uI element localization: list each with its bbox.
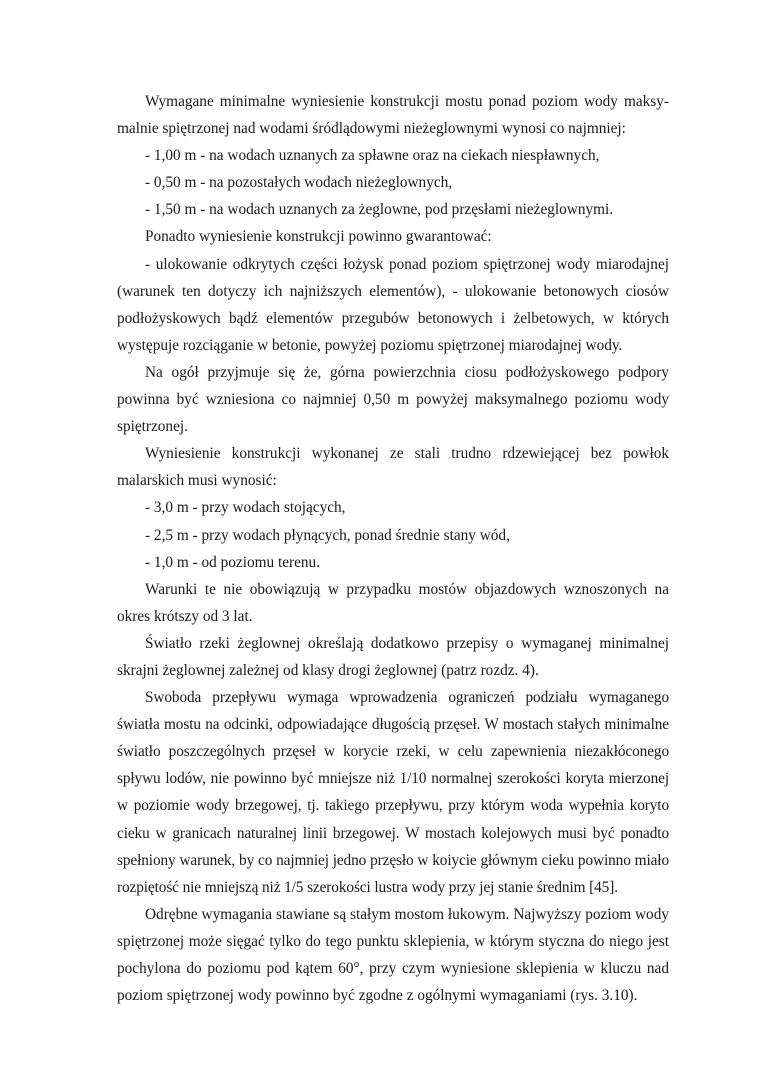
paragraph-temporary-bridges: Warunki te nie obowiązują w przypadku mostów objazdowych wznoszonych na okres krótszy od 3 lat. — [117, 580, 669, 625]
list-item-1-00m: - 1,00 m - na wodach uznanych za spławne oraz na ciekach niespławnych, — [145, 147, 600, 165]
paragraph-steel: Wyniesienie konstrukcji wykonanej ze stali trudno rdzewiejącej bez powłok malarskich musi wynosić: — [117, 445, 669, 490]
paragraph-guarantee: Ponadto wyniesienie konstrukcji powinno gwarantować: — [145, 228, 492, 246]
document-body — [117, 88, 669, 1009]
list-item-3-0m: - 3,0 m - przy wodach stojących, — [145, 499, 346, 517]
list-item-2-5m: - 2,5 m - przy wodach płynących, ponad średnie stany wód, — [145, 526, 510, 544]
list-item-1-0m: - 1,0 m - od poziomu terenu. — [145, 553, 321, 571]
list-item-0-50m: - 0,50 m - na pozostałych wodach nieżeglownych, — [145, 174, 453, 192]
list-item-1-50m: - 1,50 m - na wodach uznanych za żeglowne, pod przęsłami nieżeglownymi. — [145, 201, 614, 219]
paragraph-navigable-clearance: Światło rzeki żeglownej określają dodatkowo przepisy o wymaganej minimalnej skrajni żeglownej zależnej od klasy drogi żeglownej (patrz rozdz. 4). — [117, 634, 669, 679]
paragraph-min-clearance: Wymagane minimalne wyniesienie konstrukcji mostu ponad poziom wody maksy-malnie spiętrzonej nad wodami śródlądowymi nieżeglownymi wynosi co najmniej: — [117, 93, 669, 138]
paragraph-bearing-block: Na ogół przyjmuje się że, górna powierzchnia ciosu podłożyskowego podpory powinna być wzniesiona co najmniej 0,50 m powyżej maksymalnego poziomu wody spiętrzonej. — [117, 363, 669, 436]
paragraph-bearings: - ulokowanie odkrytych części łożysk ponad poziom spiętrzonej wody miarodajnej (warunek ten dotyczy ich najniższych elementów), - ulokowanie betonowych ciosów podłożyskowych bądź elementów przegubów betonowych i żelbetowych, w których występuje rozciąganie w betonie, powyżej poziomu spiętrzonej miarodajnej wody. — [117, 255, 669, 354]
paragraph-arch-bridges: Odrębne wymagania stawiane są stałym mostom łukowym. Najwyższy poziom wody spiętrzonej może sięgać tylko do tego punktu sklepienia, w którym styczna do niego jest pochylona do poziomu pod kątem 60°, przy czym wyniesione sklepienia w kluczu nad poziom spiętrzonej wody powinno być zgodne z ogólnymi wymaganiami (rys. 3.10). — [117, 905, 669, 1005]
paragraph-flow-freedom: Swoboda przepływu wymaga wprowadzenia ograniczeń podziału wymaganego światła mostu na odcinki, odpowiadające długością przęseł. W mostach stałych minimalne światło poszczególnych przęseł w korycie rzeki, w celu zapewnienia niezakłóconego spływu lodów, nie powinno być mniejsze niż 1/10 normalnej szerokości koryta mierzonej w poziomie wody brzegowej, tj. takiego przepływu, przy którym woda wypełnia koryto cieku w granicach naturalnej linii brzegowej. W mostach kolejowych musi być ponadto spełniony warunek, by co najmniej jedno przęsło w koiycie głównym cieku powinno miało rozpiętość nie mniejszą niż 1/5 szerokości lustra wody przy jej stanie średnim [45]. — [117, 689, 669, 896]
